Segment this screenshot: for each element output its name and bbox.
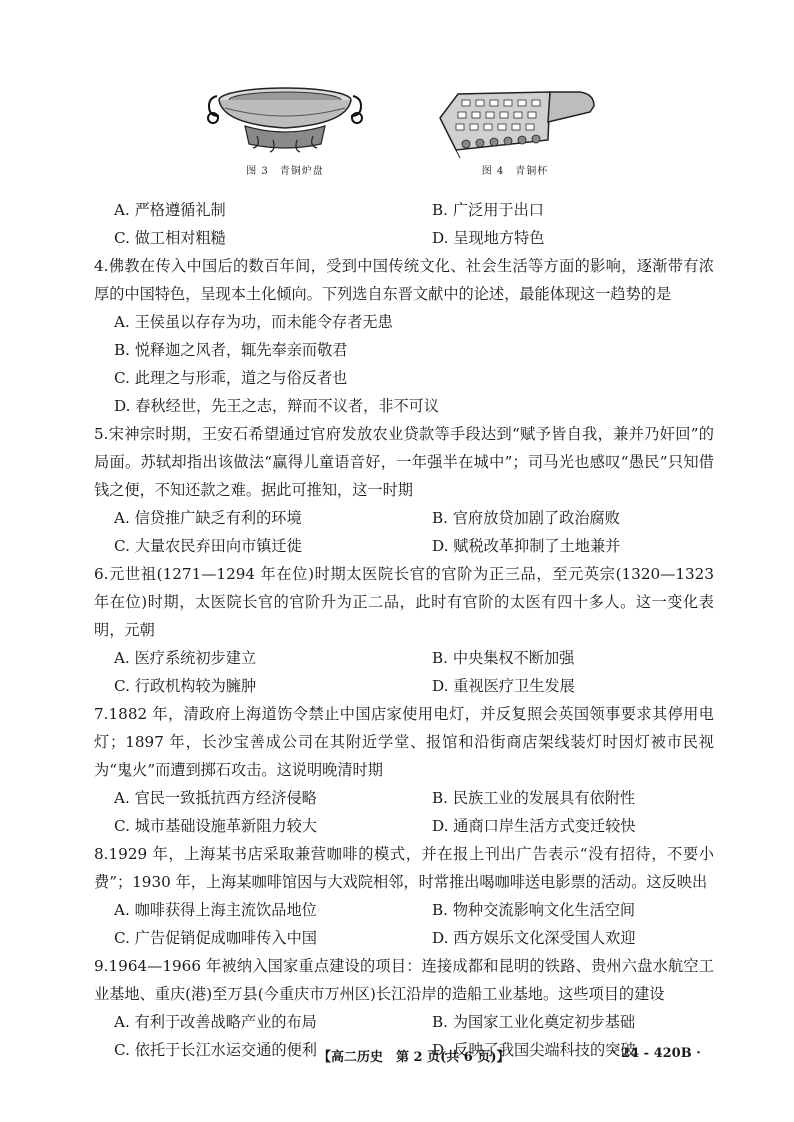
option-b: B. 广泛用于出口 [432,201,544,219]
option-c: C. 行政机构较为臃肿 [114,677,257,695]
question-stem: 5.宋神宗时期，王安石希望通过官府发放农业贷款等手段达到“赋予皆自我，兼并乃奸回”的局面。苏轼却指出该做法“赢得儿童语音好，一年强半在城中”；司马光也感叹“愚民”只知借钱之便，不知还款之难。据此可推知，这一时期 [94,425,714,499]
footer-exam-code: · 24 - 420B · [612,1046,701,1061]
question-stem: 4.佛教在传入中国后的数百年间，受到中国传统文化、社会生活等方面的影响，逐渐带有浓厚的中国特色，呈现本土化倾向。下列选自东晋文献中的论述，最能体现这一趋势的是 [94,257,714,303]
footer-page-info: 【高二历史 第 2 页(共 6 页)】 [318,1050,510,1065]
options-grid [114,196,714,252]
option-c: C. 城市基础设施革新阻力较大 [114,817,317,835]
figure-3 [205,78,365,177]
page-footer [0,1046,794,1068]
option-c: C. 依托于长江水运交通的便利 [114,1041,317,1059]
question-3-options [94,196,714,252]
question-6 [94,560,714,700]
option-a: A. 严格遵循礼制 [114,201,226,219]
option-a: A. 王侯虽以存存为功，而未能令存者无患 [114,313,393,331]
question-stem: 7.1882 年，清政府上海道饬令禁止中国店家使用电灯，并反复照会英国领事要求其停用电灯；1897 年，长沙宝善成公司在其附近学堂、报馆和沿街商店架线装灯时因灯被市民视为“鬼火”而遭到掷石攻击。这说明晚清时期 [94,705,714,779]
option-c: C. 做工相对粗糙 [114,229,226,247]
options-grid [114,644,714,700]
option-b: B. 民族工业的发展具有依附性 [432,789,636,807]
question-7 [94,700,714,840]
option-a: A. 有利于改善战略产业的布局 [114,1013,317,1031]
option-d: D. 西方娱乐文化深受国人欢迎 [432,929,636,947]
question-5 [94,420,714,560]
bronze-brazier-image [205,78,365,160]
option-a: A. 信贷推广缺乏有利的环境 [114,509,302,527]
option-c: C. 大量农民弃田向市镇迁徙 [114,537,302,555]
question-4 [94,252,714,420]
question-stem: 9.1964—1966 年被纳入国家重点建设的项目：连接成都和昆明的铁路、贵州六盘水航空工业基地、重庆(港)至万县(今重庆市万州区)长江沿岸的造船工业基地。这些项目的建设 [94,957,714,1003]
option-d: D. 赋税改革抑制了土地兼并 [432,537,621,555]
option-b: B. 悦释迦之风者，辄先奉亲而敬君 [114,341,348,359]
options-grid [114,896,714,952]
option-c: C. 广告促销促成咖啡传入中国 [114,929,317,947]
bronze-cup-image [430,78,600,160]
option-a: A. 医疗系统初步建立 [114,649,257,667]
options-grid [114,504,714,560]
options-grid [114,784,714,840]
figure-4-caption: 图 4 青铜杯 [481,166,549,177]
figures-row [0,78,794,198]
question-stem: 6.元世祖(1271—1294 年在位)时期太医院长官的官阶为正三品，至元英宗(1320—1323 年在位)时期，太医院长官的官阶升为正二品，此时有官阶的太医有四十多人。这一变化表明，元朝 [94,565,714,639]
option-c: C. 此理之与形乖，道之与俗反者也 [114,369,348,387]
figure-4 [430,78,600,177]
option-a: A. 官民一致抵抗西方经济侵略 [114,789,317,807]
option-a: A. 咖啡获得上海主流饮品地位 [114,901,317,919]
option-d: D. 春秋经世，先王之志，辩而不议者，非不可议 [114,397,440,415]
option-d: D. 反映了我国尖端科技的突破 [432,1041,636,1059]
options-list [114,308,714,420]
figure-3-caption: 图 3 青铜炉盘 [246,166,324,177]
option-b: B. 为国家工业化奠定初步基础 [432,1013,636,1031]
questions [94,196,714,1064]
option-b: B. 中央集权不断加强 [432,649,575,667]
option-b: B. 物种交流影响文化生活空间 [432,901,636,919]
option-d: D. 呈现地方特色 [432,229,545,247]
question-stem: 8.1929 年，上海某书店采取兼营咖啡的模式，并在报上刊出广告表示“没有招待，不要小费”；1930 年，上海某咖啡馆因与大戏院相邻，时常推出喝咖啡送电影票的活动。这反映出 [94,845,714,891]
option-d: D. 通商口岸生活方式变迁较快 [432,817,636,835]
option-b: B. 官府放贷加剧了政治腐败 [432,509,620,527]
question-8 [94,840,714,952]
option-d: D. 重视医疗卫生发展 [432,677,575,695]
